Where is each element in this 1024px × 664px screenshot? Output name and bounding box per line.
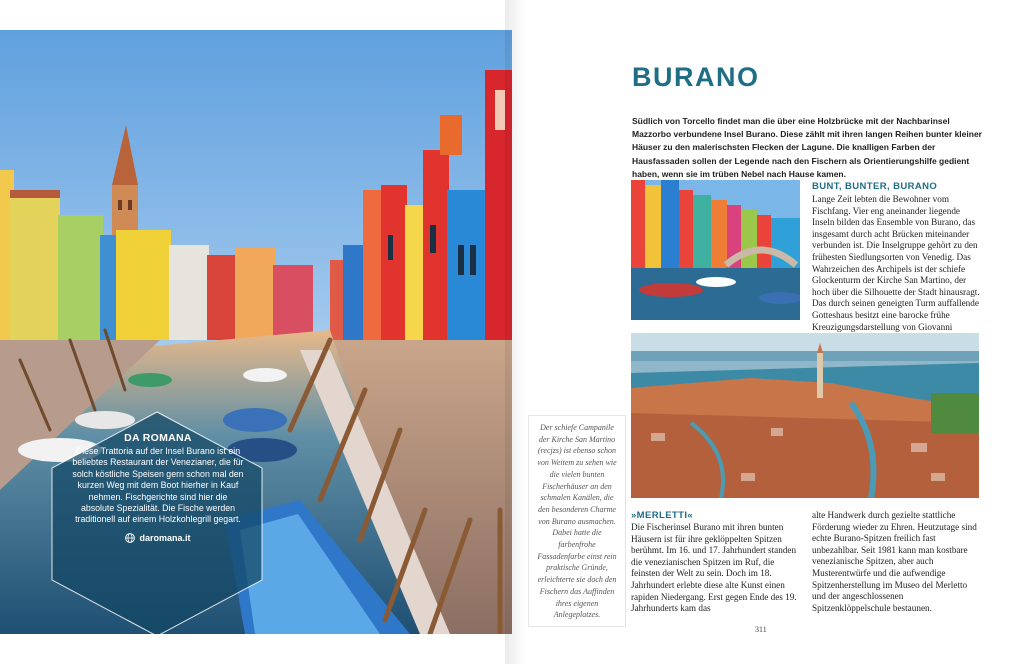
intro-paragraph: Südlich von Torcello findet man die über eine Holzbrücke mit der Nachbarinsel Mazzorbo verbundene Insel Burano. Diese zählt mit ihren langen Reihen bunter kleiner Häuser zu den malerischsten Flecken der Lagune. Die knalligen Farben der Hausfassaden sollen der Legende nach den Fischern als Orientierungshilfe gedient haben, wenn sie im trüben Nebel nach Hause kamen. [632,116,982,179]
section-body-bunt: Lange Zeit lebten die Bewohner vom Fischfang. Vier eng aneinander liegende Inseln bilden das Ensemble von Burano, das insgesamt durch acht Brücken miteinander verbunden ist. Die Inselgruppe gehört zu den frühesten Siedlungsorten von Venedig. Das Wahrzeichen des Archipels ist der schiefe Glockenturm der Kirche San Martino, der hoch über die Silhouette der Stadt hinausragt. Das durch seinen geneigten Turm auffallende Gotteshaus besitzt eine barocke frühe Kreuzigungsdarstellung von Giovanni [812,194,980,332]
section-heading-merletti: »MERLETTI« [631,510,694,521]
houses-canal-illustration [631,180,800,320]
aerial-burano-photo [631,333,979,498]
aerial-island-illustration [631,333,979,498]
colorful-houses-photo [631,180,800,320]
restaurant-infobox [72,432,244,543]
globe-icon [125,533,135,543]
section-heading-bunt: BUNT, BUNTER, BURANO [812,181,938,192]
page-number: 311 [755,625,767,634]
page-title: BURANO [632,62,760,92]
infobox-weblink[interactable] [72,533,244,543]
book-gutter [505,0,525,664]
section-body-merletti-col2: alte Handwerk durch gezielte stattliche Förderung wieder zu Ehren. Heutzutage sind echte Burano-Spitzen freilich fast unbezahlbar. Seit 1981 kann man kostbare venezianische Spitzen, aber auch Musterentwürfe und die aufwendige Spitzenherstellung im Museo del Merletto und der angeschlossenen Spitzenklöppelschule bestaunen. [812,510,977,613]
photo-caption: Der schiefe Campanile der Kirche San Martino (recjzs) ist ebenso schon von Weitem zu sehen wie die vielen bunten Fischerhäuser an den schmalen Kanälen, die den besonderen Charme von Burano ausmachen. Dabei hatte die farbenfrohe Fassadenfarbe einst rein praktische Gründe, erleichterte sie doch den Fischern das Auffinden ihres eigenen Anlegeplatzes. [537,423,617,620]
section-body-merletti-col1: Die Fischerinsel Burano mit ihren bunten Häusern ist für ihre geklöppelten Spitzen berühmt. Im 16. und 17. Jahrhundert standen die venezianischen Spitzen im Ruf, die feinsten der Welt zu sein. Doch im 18. Jahrhundert erlebte diese alte Kunst einen rapiden Niedergang. Erst gegen Ende des 19. Jahrhunderts kam das [631,522,797,614]
left-page-photo [0,30,512,634]
infobox-title: DA ROMANA [124,432,192,444]
infobox-body: Diese Trattoria auf der Insel Burano ist ein beliebtes Restaurant der Venezianer, die für solch köstliche Speisen gern schon mal den kurzen Weg mit dem Boot hierher in Kauf nehmen. Fischgerichte sind hier die absolute Spezialität. Die Fische werden traditionell auf einem Holzkohlegrill gegart. [72,446,244,525]
infobox-link-text: daromana.it [139,532,191,543]
